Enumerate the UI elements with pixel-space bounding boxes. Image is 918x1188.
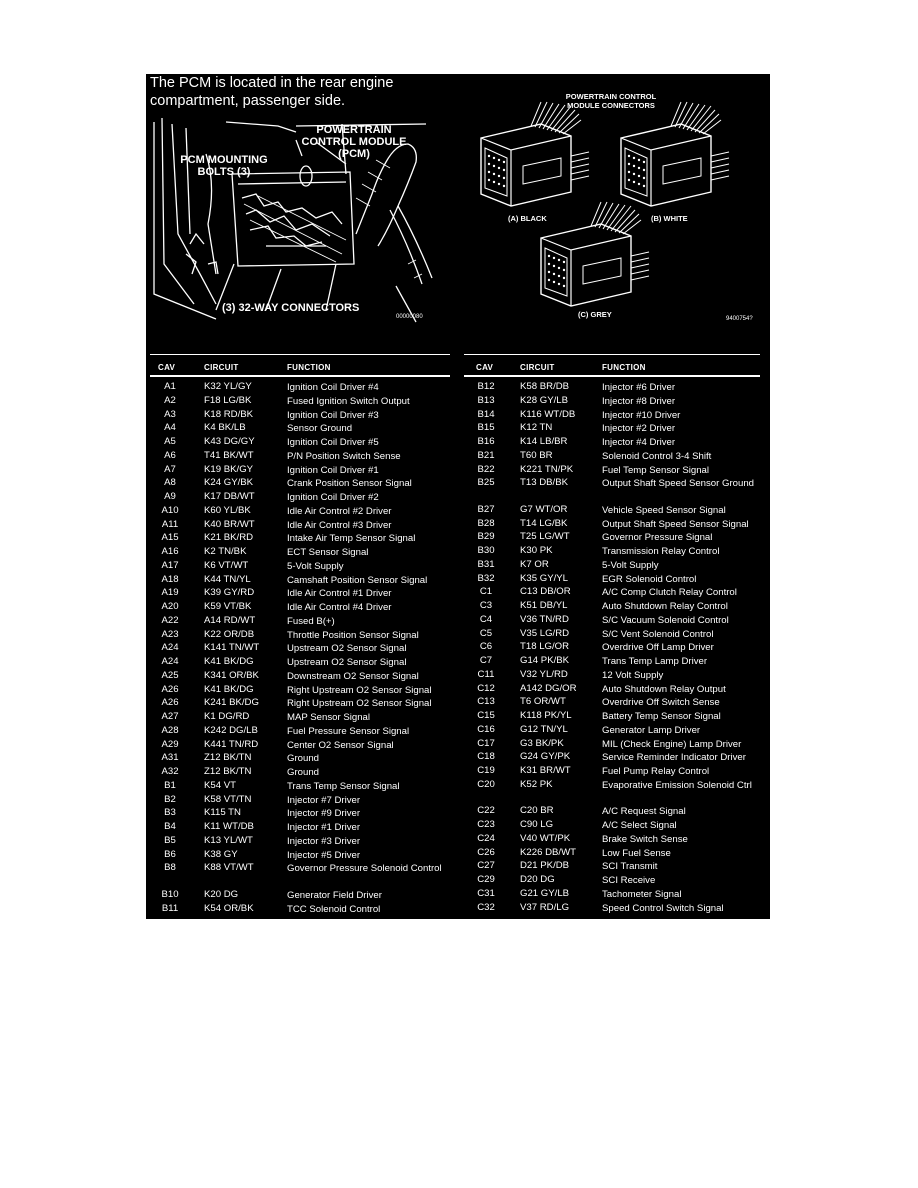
cav-cell: C29 xyxy=(477,874,495,885)
circuit-cell: K441 TN/RD xyxy=(204,738,259,750)
function-cell: Fuel Temp Sensor Signal xyxy=(602,464,710,476)
cav-cell: A19 xyxy=(161,587,179,599)
cav-cell: A26 xyxy=(161,683,179,695)
mounting-bolts-callout xyxy=(176,154,272,178)
function-cell: ECT Sensor Signal xyxy=(287,547,369,558)
cav-cell: B16 xyxy=(477,436,495,447)
cav-cell: C20 xyxy=(477,778,495,790)
circuit-cell: K221 TN/PK xyxy=(520,463,574,475)
circuit-cell: C90 LG xyxy=(520,819,554,830)
circuit-cell: K4 BK/LB xyxy=(204,422,246,434)
cav-cell: A9 xyxy=(164,491,176,502)
function-cell: Ground xyxy=(287,767,319,778)
function-cell: A/C Select Signal xyxy=(602,820,677,831)
cav-cell: A4 xyxy=(164,422,176,434)
function-cell: SCI Transmit xyxy=(602,861,658,873)
cav-cell: C27 xyxy=(477,860,495,872)
circuit-cell: T6 OR/WT xyxy=(520,696,566,708)
cav-cell: A18 xyxy=(161,573,179,585)
function-cell: Downstream O2 Sensor Signal xyxy=(287,670,419,682)
circuit-cell: G12 TN/YL xyxy=(520,723,568,735)
cav-cell: A28 xyxy=(161,724,179,736)
function-cell: Injector #1 Driver xyxy=(287,822,361,833)
diagram-panel xyxy=(146,74,770,919)
circuit-cell: K18 RD/BK xyxy=(204,408,254,420)
cav-cell: A5 xyxy=(164,436,176,447)
function-cell: Generator Field Driver xyxy=(287,889,382,901)
function-cell: Injector #10 Driver xyxy=(602,409,681,421)
cav-cell: A16 xyxy=(161,546,179,557)
right-header-cav: CAV xyxy=(476,363,494,372)
circuit-cell: V37 RD/LG xyxy=(520,901,570,913)
function-cell: Output Shaft Speed Sensor Ground xyxy=(602,478,755,490)
circuit-cell: K7 OR xyxy=(520,558,549,570)
function-cell: Battery Temp Sensor Signal xyxy=(602,711,721,722)
function-cell: Auto Shutdown Relay Output xyxy=(602,683,726,695)
function-cell: MIL (Check Engine) Lamp Driver xyxy=(602,738,742,750)
right-table-top-rule xyxy=(464,354,760,355)
cav-cell: A6 xyxy=(164,449,176,461)
function-cell: Upstream O2 Sensor Signal xyxy=(287,657,407,668)
cav-cell: B14 xyxy=(477,408,495,420)
circuit-cell: K40 BR/WT xyxy=(204,518,255,530)
cav-cell: C6 xyxy=(479,641,493,653)
function-cell: Vehicle Speed Sensor Signal xyxy=(602,504,726,516)
function-cell: Governor Pressure Solenoid Control xyxy=(287,863,442,875)
cav-cell: A31 xyxy=(161,752,179,764)
circuit-cell: K44 TN/YL xyxy=(204,573,251,585)
function-cell: Ignition Coil Driver #1 xyxy=(287,464,379,476)
cav-cell: B32 xyxy=(477,572,495,584)
circuit-cell: K58 VT/TN xyxy=(204,793,252,805)
circuit-cell: K35 GY/YL xyxy=(520,572,568,584)
function-cell: EGR Solenoid Control xyxy=(602,573,697,585)
pcm-callout-line-2: CONTROL MODULE xyxy=(301,136,407,148)
circuit-cell: K52 PK xyxy=(520,778,553,790)
cav-cell: B3 xyxy=(164,807,176,819)
function-cell: P/N Position Switch Sense xyxy=(287,450,401,462)
cav-cell: C7 xyxy=(479,655,493,666)
circuit-cell: K141 TN/WT xyxy=(204,642,260,654)
circuit-cell: K17 DB/WT xyxy=(204,491,255,502)
circuit-cell: K41 BK/DG xyxy=(204,683,254,695)
circuit-cell: Z12 BK/TN xyxy=(204,752,252,764)
function-cell: Output Shaft Speed Sensor Signal xyxy=(602,518,749,530)
cav-cell: B28 xyxy=(477,517,495,529)
circuit-cell: A142 DG/OR xyxy=(520,682,577,694)
circuit-cell: V36 TN/RD xyxy=(520,613,569,625)
circuit-cell: K1 DG/RD xyxy=(204,711,250,722)
function-cell: Tachometer Signal xyxy=(602,888,682,900)
cav-cell: C1 xyxy=(479,586,493,598)
cav-cell: A23 xyxy=(161,628,179,640)
cav-cell: B25 xyxy=(477,477,495,489)
function-cell: Ignition Coil Driver #5 xyxy=(287,437,379,448)
function-cell: Trans Temp Lamp Driver xyxy=(602,656,708,667)
cav-cell: B2 xyxy=(164,793,176,805)
function-cell: Injector #5 Driver xyxy=(287,849,361,861)
cav-cell: B12 xyxy=(477,381,495,392)
cav-cell: C18 xyxy=(477,751,495,763)
cav-cell: B27 xyxy=(477,503,495,515)
function-cell: Idle Air Control #4 Driver xyxy=(287,602,392,613)
cav-cell: B22 xyxy=(477,463,495,475)
connector-a-label: (A) BLACK xyxy=(508,214,547,223)
function-cell: Injector #2 Driver xyxy=(602,423,676,435)
intro-text xyxy=(150,74,450,110)
function-cell: 12 Volt Supply xyxy=(602,669,664,681)
circuit-cell: T25 LG/WT xyxy=(520,531,570,543)
function-cell: Governor Pressure Signal xyxy=(602,532,713,544)
circuit-cell: V32 YL/RD xyxy=(520,668,568,680)
circuit-cell: K22 OR/DB xyxy=(204,628,255,640)
circuit-cell: K88 VT/WT xyxy=(204,862,254,874)
cav-cell: A22 xyxy=(161,614,179,626)
function-cell: Generator Lamp Driver xyxy=(602,724,701,736)
left-table-top-rule xyxy=(150,354,450,355)
cav-cell: B13 xyxy=(477,394,495,406)
cav-cell: A27 xyxy=(161,711,179,722)
function-cell: Ground xyxy=(287,753,319,765)
function-cell: Right Upstream O2 Sensor Signal xyxy=(287,684,432,696)
function-cell: Sensor Ground xyxy=(287,423,353,435)
cav-cell: C19 xyxy=(477,765,495,776)
circuit-cell: K341 OR/BK xyxy=(204,669,259,681)
cav-cell: A8 xyxy=(164,477,176,489)
function-cell: Throttle Position Sensor Signal xyxy=(287,629,419,641)
circuit-cell: K19 BK/GY xyxy=(204,463,254,475)
right-figure-id: 9400754? xyxy=(726,316,753,322)
circuit-cell: K2 TN/BK xyxy=(204,546,247,557)
cav-cell: A7 xyxy=(164,463,176,475)
pcm-callout-label xyxy=(294,124,414,160)
function-cell: Overdrive Off Lamp Driver xyxy=(602,642,714,654)
cav-cell: C15 xyxy=(477,710,495,721)
function-cell: S/C Vacuum Solenoid Control xyxy=(602,614,729,626)
circuit-cell: K60 YL/BK xyxy=(204,504,251,516)
cav-cell: A3 xyxy=(164,408,176,420)
cav-cell: C17 xyxy=(477,737,495,749)
pcm-callout-line-3: (PCM) xyxy=(338,148,370,160)
circuit-cell: K116 WT/DB xyxy=(520,408,576,420)
cav-cell: C26 xyxy=(477,846,495,858)
cav-cell: A10 xyxy=(161,504,179,516)
mounting-bolts-line-1: PCM MOUNTING xyxy=(180,154,268,166)
circuit-cell: K54 VT xyxy=(204,779,236,791)
circuit-cell: T41 BK/WT xyxy=(204,449,254,461)
circuit-cell: V40 WT/PK xyxy=(520,832,571,844)
circuit-cell: T18 LG/OR xyxy=(520,641,570,653)
function-cell: Ignition Coil Driver #4 xyxy=(287,382,379,393)
function-cell: Idle Air Control #3 Driver xyxy=(287,519,392,531)
circuit-cell: K41 BK/DG xyxy=(204,656,254,667)
function-cell: Transmission Relay Control xyxy=(602,546,720,557)
circuit-cell: T60 BR xyxy=(520,449,553,461)
circuit-cell: K14 LB/BR xyxy=(520,436,568,447)
connectors-title-line-1: POWERTRAIN CONTROL xyxy=(565,92,657,101)
function-cell: Crank Position Sensor Signal xyxy=(287,478,412,490)
function-cell: Fused Ignition Switch Output xyxy=(287,395,410,407)
cav-cell: A20 xyxy=(161,601,179,612)
cav-cell: B30 xyxy=(477,545,495,556)
function-cell: SCI Receive xyxy=(602,875,656,886)
cav-cell: C32 xyxy=(477,901,495,913)
function-cell: Trans Temp Sensor Signal xyxy=(287,780,400,792)
circuit-cell: K6 VT/WT xyxy=(204,559,249,571)
cav-cell: C4 xyxy=(479,613,493,625)
circuit-cell: K51 DB/YL xyxy=(520,600,568,611)
function-cell: Injector #3 Driver xyxy=(287,835,361,847)
function-cell: Fused B(+) xyxy=(287,615,335,627)
function-cell: A/C Comp Clutch Relay Control xyxy=(602,587,737,599)
cav-cell: B21 xyxy=(477,449,495,461)
circuit-cell: K28 GY/LB xyxy=(520,394,568,406)
function-cell: Intake Air Temp Sensor Signal xyxy=(287,533,416,545)
cav-cell: C5 xyxy=(479,627,493,639)
function-cell: Solenoid Control 3-4 Shift xyxy=(602,450,712,462)
circuit-cell: G7 WT/OR xyxy=(520,503,568,515)
function-cell: Speed Control Switch Signal xyxy=(602,902,724,914)
function-cell: Injector #6 Driver xyxy=(602,382,676,393)
circuit-cell: K118 PK/YL xyxy=(520,710,572,721)
circuit-cell: K30 PK xyxy=(520,545,553,556)
left-header-function: FUNCTION xyxy=(287,363,331,372)
circuit-cell: T13 DB/BK xyxy=(520,477,568,489)
pcm-connectors-figure xyxy=(466,86,766,331)
cav-cell: C22 xyxy=(477,805,495,817)
cav-cell: A32 xyxy=(161,766,179,777)
pcm-connectors-drawing xyxy=(466,86,766,326)
cav-cell: C13 xyxy=(477,696,495,708)
function-cell: Upstream O2 Sensor Signal xyxy=(287,643,407,655)
circuit-cell: K21 BK/RD xyxy=(204,532,254,544)
cav-cell: B10 xyxy=(161,888,179,900)
connectors-title-line-2: MODULE CONNECTORS xyxy=(567,101,655,110)
left-figure-id: 00000080 xyxy=(396,314,423,320)
cav-cell: B11 xyxy=(161,902,179,914)
circuit-cell: K115 TN xyxy=(204,807,241,819)
cav-cell: B29 xyxy=(477,531,495,543)
cav-cell: A15 xyxy=(161,532,179,544)
function-cell: Auto Shutdown Relay Control xyxy=(602,601,728,612)
circuit-cell: K241 BK/DG xyxy=(204,697,259,709)
circuit-cell: V35 LG/RD xyxy=(520,627,570,639)
function-cell: Brake Switch Sense xyxy=(602,833,688,845)
circuit-cell: K11 WT/DB xyxy=(204,821,254,832)
cav-cell: B1 xyxy=(164,779,176,791)
cav-cell: A17 xyxy=(161,559,179,571)
circuit-cell: T14 LG/BK xyxy=(520,517,568,529)
cav-cell: C23 xyxy=(477,819,495,830)
cav-cell: A24 xyxy=(161,642,179,654)
circuit-cell: K59 VT/BK xyxy=(204,601,252,612)
intro-line-2: compartment, passenger side. xyxy=(150,93,346,109)
cav-cell: A29 xyxy=(161,738,179,750)
cav-cell: B8 xyxy=(164,862,176,874)
circuit-cell: K226 DB/WT xyxy=(520,846,576,858)
function-cell: Service Reminder Indicator Driver xyxy=(602,752,746,764)
circuit-cell: K58 BR/DB xyxy=(520,381,570,392)
right-header-circuit: CIRCUIT xyxy=(520,363,555,372)
function-cell: TCC Solenoid Control xyxy=(287,903,381,915)
circuit-cell: D21 PK/DB xyxy=(520,860,570,872)
function-cell: Fuel Pump Relay Control xyxy=(602,766,710,777)
circuit-cell: K20 DG xyxy=(204,888,239,900)
cav-cell: A24 xyxy=(161,656,179,667)
function-cell: Ignition Coil Driver #2 xyxy=(287,492,379,503)
circuit-cell: K242 DG/LB xyxy=(204,724,258,736)
circuit-cell: Z12 BK/TN xyxy=(204,766,252,777)
circuit-cell: C13 DB/OR xyxy=(520,586,571,598)
cav-cell: A1 xyxy=(164,381,176,392)
circuit-cell: G3 BK/PK xyxy=(520,737,564,749)
pcm-callout-line-1: POWERTRAIN xyxy=(316,124,392,136)
function-cell: Injector #9 Driver xyxy=(287,808,361,820)
cav-cell: B6 xyxy=(164,848,176,860)
function-cell: Idle Air Control #1 Driver xyxy=(287,588,392,600)
cav-cell: B5 xyxy=(164,834,176,846)
cav-cell: C16 xyxy=(477,723,495,735)
connector-b-label: (B) WHITE xyxy=(651,214,688,223)
connector-c-label: (C) GREY xyxy=(578,310,612,319)
connectors-callout: (3) 32-WAY CONNECTORS xyxy=(222,302,360,314)
cav-cell: A2 xyxy=(164,394,176,406)
circuit-cell: G24 GY/PK xyxy=(520,751,571,763)
circuit-cell: G14 PK/BK xyxy=(520,655,570,666)
right-header-function: FUNCTION xyxy=(602,363,646,372)
mounting-bolts-line-2: BOLTS (3) xyxy=(197,166,251,178)
circuit-cell: K32 YL/GY xyxy=(204,381,252,392)
circuit-cell: A14 RD/WT xyxy=(204,614,256,626)
function-cell: Ignition Coil Driver #3 xyxy=(287,409,379,421)
function-cell: Center O2 Sensor Signal xyxy=(287,739,394,751)
circuit-cell: D20 DG xyxy=(520,874,555,885)
cav-cell: A26 xyxy=(161,697,179,709)
cav-cell: B4 xyxy=(164,821,176,832)
function-cell: Idle Air Control #2 Driver xyxy=(287,505,392,517)
function-cell: 5-Volt Supply xyxy=(287,560,344,572)
circuit-cell: C20 BR xyxy=(520,805,554,817)
circuit-cell: K31 BR/WT xyxy=(520,765,571,776)
cav-cell: C31 xyxy=(477,887,495,899)
cav-cell: B15 xyxy=(477,422,495,434)
left-header-circuit: CIRCUIT xyxy=(204,363,239,372)
function-cell: Injector #4 Driver xyxy=(602,437,676,448)
right-table-header-rule xyxy=(464,375,760,377)
cav-cell: B31 xyxy=(477,558,495,570)
cav-cell: C3 xyxy=(479,600,493,611)
cav-cell: A11 xyxy=(161,518,179,530)
circuit-cell: K54 OR/BK xyxy=(204,902,254,914)
circuit-cell: K24 GY/BK xyxy=(204,477,254,489)
function-cell: Overdrive Off Switch Sense xyxy=(602,697,720,709)
circuit-cell: K12 TN xyxy=(520,422,553,434)
intro-line-1: The PCM is located in the rear engine xyxy=(150,75,394,91)
cav-cell: C12 xyxy=(477,682,495,694)
circuit-cell: K38 GY xyxy=(204,848,238,860)
function-cell: Camshaft Position Sensor Signal xyxy=(287,574,428,586)
function-cell: 5-Volt Supply xyxy=(602,559,659,571)
function-cell: S/C Vent Solenoid Control xyxy=(602,628,714,640)
function-cell: Evaporative Emission Solenoid Ctrl xyxy=(602,779,752,791)
function-cell: Injector #8 Driver xyxy=(602,395,676,407)
function-cell: MAP Sensor Signal xyxy=(287,712,371,723)
function-cell: Injector #7 Driver xyxy=(287,794,361,806)
function-cell: A/C Request Signal xyxy=(602,806,686,818)
left-table-header-rule xyxy=(150,375,450,377)
circuit-cell: K39 GY/RD xyxy=(204,587,255,599)
cav-cell: C24 xyxy=(477,832,495,844)
cav-cell: C11 xyxy=(477,668,495,680)
function-cell: Low Fuel Sense xyxy=(602,847,671,859)
circuit-cell: G21 GY/LB xyxy=(520,887,570,899)
function-cell: Right Upstream O2 Sensor Signal xyxy=(287,698,432,710)
function-cell: Fuel Pressure Sensor Signal xyxy=(287,725,410,737)
left-header-cav: CAV xyxy=(158,363,176,372)
circuit-cell: F18 LG/BK xyxy=(204,394,252,406)
cav-cell: A25 xyxy=(161,669,179,681)
circuit-cell: K13 YL/WT xyxy=(204,834,253,846)
circuit-cell: K43 DG/GY xyxy=(204,436,255,447)
